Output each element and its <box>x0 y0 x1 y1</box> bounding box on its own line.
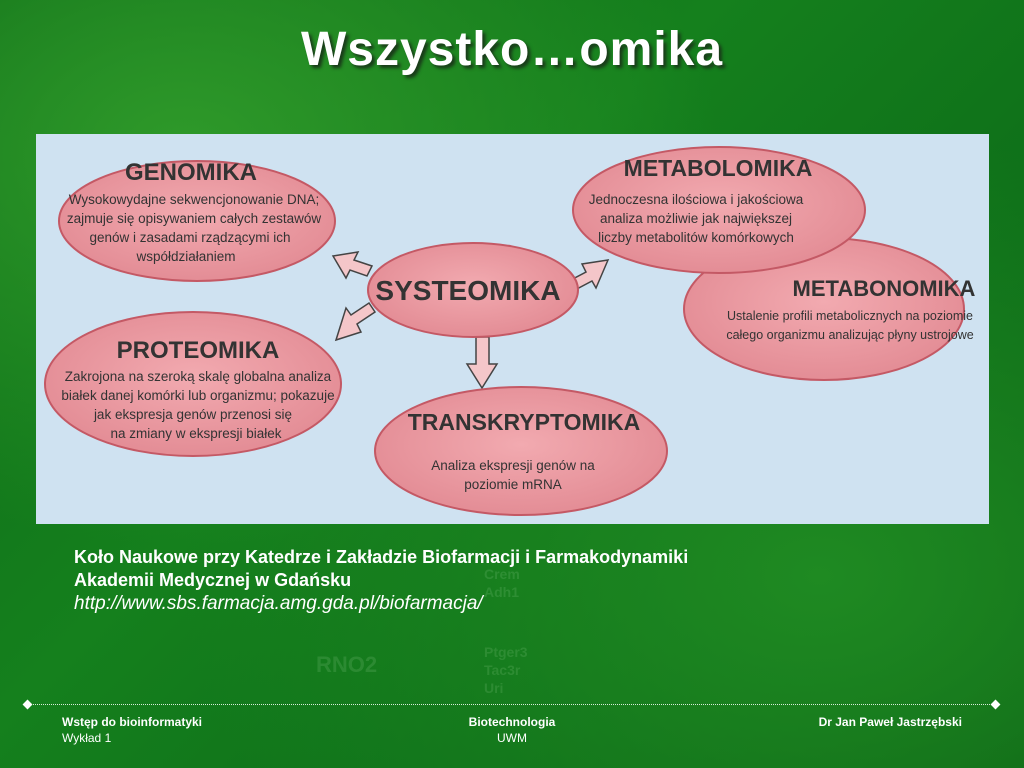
arrow-to-genomika <box>333 252 372 278</box>
transkryptomika-line-2: poziomie mRNA <box>464 477 562 492</box>
proteomika-title: PROTEOMIKA <box>116 337 280 364</box>
metabonomika-line-2: całego organizmu analizując płyny ustrojowe <box>726 328 974 342</box>
node-transkryptomika <box>375 387 667 515</box>
footer-left <box>62 714 202 746</box>
metabolomika-line-2: analiza możliwie jak największej <box>599 211 793 226</box>
info-line-2: Akademii Medycznej w Gdańsku <box>74 570 352 590</box>
footer-university: UWM <box>497 731 527 745</box>
transkryptomika-title: TRANSKRYPTOMIKA <box>407 409 641 435</box>
footer-center <box>432 714 592 746</box>
genomika-line-3: genów i zasadami rządzącymi ich <box>89 230 291 245</box>
background-text-uri: Uri <box>484 680 504 696</box>
transkryptomika-line-1: Analiza ekspresji genów na <box>431 458 595 473</box>
arrow-to-transkryptomika <box>467 337 497 388</box>
background-text-ptger3: Ptger3 <box>484 644 528 660</box>
arrow-to-proteomika <box>336 303 375 340</box>
node-systeomika <box>368 243 578 337</box>
background-text-crem: Crem <box>484 566 520 582</box>
background-text-adh1: Adh1 <box>484 584 519 600</box>
genomika-line-1: Wysokowydajne sekwencjonowanie DNA; <box>68 192 320 207</box>
footer-lecture: Wykład 1 <box>62 731 112 745</box>
footer-course: Wstęp do bioinformatyki <box>62 715 203 729</box>
proteomika-line-4: na zmiany w ekspresji białek <box>110 426 282 441</box>
footer-divider <box>28 704 998 705</box>
info-line-1: Koło Naukowe przy Katedrze i Zakładzie Biofarmacji i Farmakodynamiki <box>74 547 689 567</box>
metabolomika-title: METABOLOMIKA <box>623 155 813 181</box>
footer-diamond-left <box>23 700 33 710</box>
node-proteomika <box>45 312 341 456</box>
proteomika-line-3: jak ekspresja genów przenosi się <box>93 407 293 422</box>
node-metabolomika <box>573 147 865 273</box>
genomika-title: GENOMIKA <box>125 159 257 186</box>
omics-diagram <box>36 134 989 524</box>
info-url-link[interactable]: http://www.sbs.farmacja.amg.gda.pl/biofarmacja/ <box>74 593 483 614</box>
metabolomika-line-3: liczby metabolitów komórkowych <box>598 230 794 245</box>
footer-program: Biotechnologia <box>468 715 556 729</box>
proteomika-line-2: białek danej komórki lub organizmu; pokazuje <box>61 388 335 403</box>
metabonomika-line-1: Ustalenie profili metabolicznych na poziomie <box>727 309 973 323</box>
genomika-line-4: współdziałaniem <box>136 249 236 264</box>
metabonomika-title: METABONOMIKA <box>792 276 976 301</box>
systeomika-title: SYSTEOMIKA <box>375 275 561 306</box>
node-genomika <box>59 159 335 281</box>
proteomika-line-1: Zakrojona na szeroką skalę globalna analiza <box>64 369 332 384</box>
footer-author: Dr Jan Paweł Jastrzębski <box>818 715 962 729</box>
background-text-rno2: RNO2 <box>316 652 378 677</box>
genomika-line-2: zajmuje się opisywaniem całych zestawów <box>66 211 322 226</box>
footer-diamond-right <box>991 700 1001 710</box>
omics-diagram-svg <box>36 134 989 524</box>
metabolomika-line-1: Jednoczesna ilościowa i jakościowa <box>588 192 804 207</box>
slide-title: Wszystko…omika <box>300 23 724 76</box>
background-text-tac3r: Tac3r <box>484 662 521 678</box>
footer-right <box>740 714 962 730</box>
info-block <box>74 546 974 615</box>
